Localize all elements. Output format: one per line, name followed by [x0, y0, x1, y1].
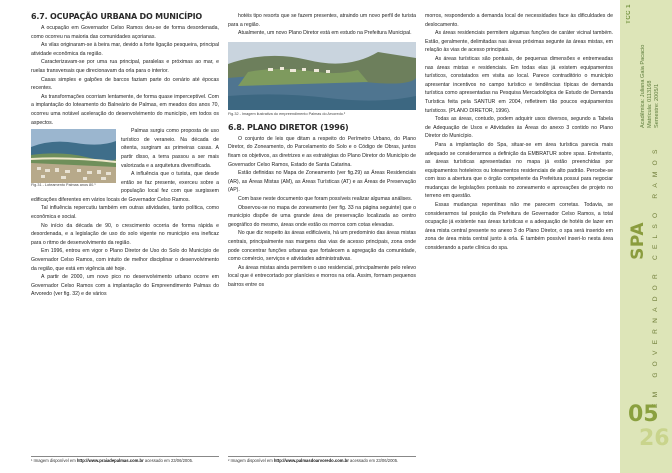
paragraph: As áreas turísticas são pontuais, de pequenas dimensões e entremeadas nas áreas mistas e residenciais. Em todas elas já existem equipamentos turísticos, constatados em visita ao local. Parece contraditório o município apresentar incentivos no campo turístico e tendências típicas de demanda turística como apresentadas na Pesquisa Mercadológica de Estudo de Demanda Turística feita pela SANTUR em 2004, refletirem tão poucos equipamentos turísticos. (PLANO DIRETOR, 1996).: [425, 55, 613, 114]
paragraph: As transformações ocorriam lentamente, de forma quase imperceptível. Com a implantação do loteamento do Balneário de Palmas, em meados dos anos 70, ocorreu uma notável aceleração do desenvolvimento do município, em todos os aspectos.: [31, 93, 219, 126]
beach-aerial-image: [31, 129, 116, 183]
paragraph: Tal influência repercutiu também em outras atividades, tanto política, como econômica e social.: [31, 205, 219, 221]
paragraph: Atualmente, um novo Plano Diretor está em estudo na Prefeitura Municipal.: [238, 30, 412, 37]
page-number: 05: [628, 402, 659, 427]
footnote-1: [31, 456, 219, 463]
paragraph: hotéis tipo resorts que se fazem presentes, atraindo um novo perfil de turista para a região.: [228, 13, 416, 28]
paragraph: O conjunto de leis que ditam a respeito do Perímetro Urbano, do Plano Diretor, do Zoneamento, do Parcelamento do Solo e o Código de Obras, juntos fixam os objetivos, as diretrizes e as estratégias do Plano Diretor do Município de Governador Celso Ramos, Estado de Santa Catarina.: [228, 135, 416, 168]
paragraph: As áreas mistas ainda permitem o uso residencial, principalmente pelo relevo local que é entrecortado por planícies e morros na orla. Assim, formam pequenos bairros entre os: [228, 264, 416, 288]
matricula-line: Matrícula: 0113168: [647, 80, 653, 128]
paragraph: Casas simples e galpões de barcos faziam parte do cenário até épocas recentes.: [31, 76, 219, 92]
paragraph: Essas mudanças repentinas não me parecem corretas. Todavia, se considerarmos tal posição da Prefeitura de Governador Celso Ramos, a total ocupação já existente nas áreas turísticas e a adequação de hotéis de lazer em área mista central presente no anexo 3 do Plano Diretor, o spa será inserido em zona de área mista central junto à orla. É também possível inseri-lo nesta área considerando a parte clínica do spa.: [425, 202, 613, 252]
paragraph: Em 1996, entrou em vigor o Plano Diretor de Uso do Solo do Município de Governador Celso Ramos, com intuito de melhor disciplinar o desenvolvimento da região, que está em vigência até hoje.: [31, 248, 219, 272]
spa-subtitle: EM GOVERNADOR CELSO RAMOS: [652, 143, 659, 409]
paragraph: Estão definidas no Mapa de Zoneamento (ver fig.29) as Áreas Residenciais (AR), as Áreas Mistas (AM), as Áreas Turísticas (AT) e as Áreas de Preservação (AP).: [228, 170, 416, 194]
footnote-1-link[interactable]: http://www.praiadepalmas.com.br: [76, 458, 144, 463]
figure-31-caption: Fig.31 - Loteamento Palmas anos 80.¹: [31, 183, 96, 188]
paragraph-wrap: Palmas surgiu como proposta de uso turístico de veraneio. Na década de oitenta, surgiram as primeiras casas. A partir disso, a terra passou a ser mais valorizada e a arquitetura diversificada.: [121, 128, 219, 169]
spa-title: SPA: [628, 222, 648, 260]
paragraph: A partir de 2000, um novo pico no desenvolvimento urbano ocorre em Governador Celso Ramos com a implantação do Empreendimento Palmas do Arvoredo (ver fig. 32) e de vários: [31, 274, 219, 298]
tcc-label: TCC 1: [626, 4, 632, 24]
sidebar-meta: [640, 8, 672, 128]
footnote-2: [228, 456, 416, 463]
footnote-1-suffix: acessado em 23/06/2005.: [143, 458, 194, 463]
figure-32-caption: Fig.32 - Imagem ilustrativa do empreendimento Palmas do Arvoredo.²: [228, 111, 346, 116]
semestre-line: Semestre: 2005/1: [654, 83, 660, 128]
paragraph: Todas as áreas, contudo, podem adquirir usos diversos, segundo a Tabela de Adequação de Usos e Atividades às Áreas do anexo 3 contido no Plano Diretor do Município.: [425, 116, 613, 140]
page-number-secondary: 26: [639, 426, 670, 451]
paragraph: Para a implantação do Spa, situar-se em área turística parecia mais adequado se considerarmos a definição da EMBRATUR sobre spas. Entretanto, as áreas turísticas apresentadas no mapa já estão preenchidas por equipamentos hoteleiros ou loteamentos residenciais de alto padrão. Percebe-se com isso a abertura que o órgão competente da Prefeitura possui para negociar mudanças de legislações pontuais no zoneamento e aprovações de projeto no terreno em questão.: [425, 141, 613, 200]
palmas-arvoredo-image: [228, 42, 416, 110]
paragraph: Com base neste documento que foram possíveis realizar algumas análises.: [238, 195, 413, 202]
paragraph: No que diz respeito às áreas edificáveis, há um predomínio das áreas mistas centrais, principalmente nas margens das vias de acesso principais, zona onde pode concentrar funções urbanas que fortalecem a agregação da comunidade, como comércio, serviços e atividades administrativas.: [228, 230, 416, 263]
column-3: [425, 12, 613, 253]
paragraph: As vilas originaram-se à beira mar, devido a forte ligação pesqueira, principal atividade econômica da região.: [31, 42, 219, 57]
column-2: [228, 12, 416, 289]
column-1: [31, 12, 219, 299]
footnote-2-prefix: ² Imagem disponível em: [228, 458, 274, 463]
paragraph: As áreas residenciais permitem algumas funções de caráter vicinal também. Estão, geralmente, delimitadas nas áreas próximas segunte às áreas mistas, em relação às vias de acesso principais.: [425, 30, 613, 54]
paragraph: No início da década de 90, o crescimento ocorria de forma rápida e desordenada, e a legislação de uso do solo vigente no município era ineficaz para o ritmo de desenvolvimento da região.: [31, 222, 219, 246]
loteamento-palmas-photo: [31, 129, 116, 183]
paragraph: A influência que o turista, que desde então se faz presente, exerceu sobre a população local fez com que surgissem edificações diferentes em vários locais de Governador Celso Ramos.: [31, 171, 219, 203]
paragraph: Observou-se no mapa de zoneamento (ver fig. 33 na página seguinte) que o município dispõe de uma grande área de preservação localizada ao centro geográfico do mesmo, áreas onde estão os morros com cotas elevadas.: [228, 204, 416, 228]
section-heading-plano-diretor: 6.8. PLANO DIRETOR (1996): [228, 122, 349, 132]
footnote-2-suffix: acessado em 23/06/2005.: [348, 458, 399, 463]
author-line: Acadêmica: Juliana Gaia Pacacio: [640, 44, 646, 128]
footnote-1-prefix: ¹ Imagem disponível em: [31, 458, 77, 463]
footnote-2-link[interactable]: http://www.palmasdoarvoredo.com.br: [273, 458, 349, 463]
paragraph: Caracterizavam-se por uma rua principal, paralelas e próximas ao mar, e ruelas transversais que direcionavam da orla para o interior.: [31, 59, 219, 74]
section-heading-ocupacao: 6.7. OCUPAÇÃO URBANA DO MUNICÍPIO: [31, 12, 202, 21]
figure-32: [228, 42, 416, 110]
paragraph: A ocupação em Governador Celso Ramos deu-se de forma desordenada, como ocorreu na maioria das comunidades açorianas.: [31, 25, 219, 40]
figure-31: [31, 129, 116, 188]
paragraph: morros, respondendo a demanda local de necessidades face às dificuldades de deslocamento.: [425, 13, 613, 28]
